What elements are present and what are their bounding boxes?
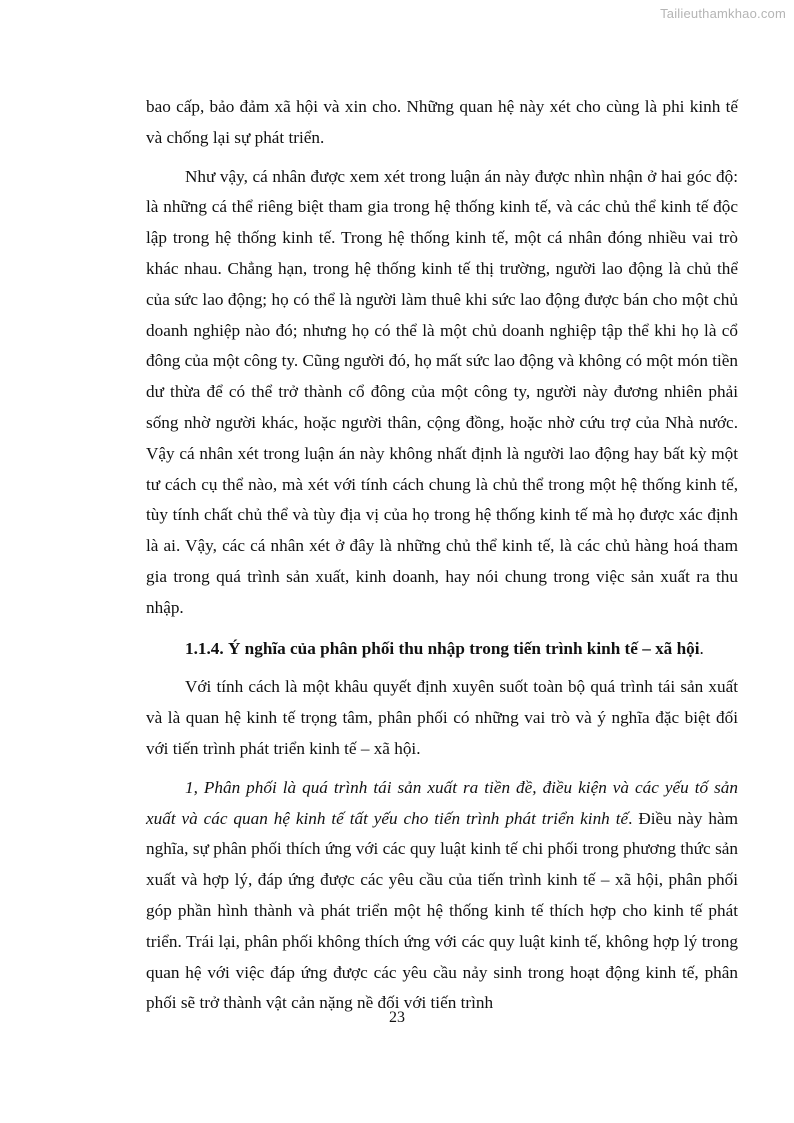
paragraph-1: bao cấp, bảo đảm xã hội và xin cho. Những quan hệ này xét cho cùng là phi kinh tế và chống lại sự phát triển. [146,97,738,147]
paragraph-4 [146,773,738,1019]
document-body [146,92,738,1019]
paragraph-4-italic: 1, Phân phối là quá trình tái sản xuất ra tiền đề, điều kiện và các yếu tố sản xuất và các quan hệ kinh tế tất yếu cho tiến trình phát triển kinh tế [146,777,738,828]
paragraph-2: Như vậy, cá nhân được xem xét trong luận án này được nhìn nhận ở hai góc độ: là những cá thể riêng biệt tham gia trong hệ thống kinh tế, và các chủ thể kinh tế độc lập trong hệ thống kinh tế. Trong hệ thống kinh tế, một cá nhân đóng nhiều vai trò khác nhau. Chẳng hạn, trong hệ thống kinh tế thị trường, người lao động là chủ thể của sức lao động; họ có thể là người làm thuê khi sức lao động được bán cho một chủ doanh nghiệp nào đó; nhưng họ có thể là một chủ doanh nghiệp tập thể khi họ là cổ đông của một công ty. Cũng người đó, họ mất sức lao động và không có một món tiền dư thừa để có thể trở thành cổ đông của một công ty, người này đương nhiên phải sống nhờ người khác, hoặc người thân, cộng đồng, hoặc nhờ cứu trợ của Nhà nước. Vậy cá nhân xét trong luận án này không nhất định là người lao động hay bất kỳ một tư cách cụ thể nào, mà xét với tính cách chung là chủ thể trong một hệ thống kinh tế, tùy tính chất chủ thể và tùy địa vị của họ trong hệ thống kinh tế mà họ được xác định là ai. Vậy, các cá nhân xét ở đây là những chủ thể kinh tế, là các chủ hàng hoá tham gia trong quá trình sản xuất, kinh doanh, hay nói chung trong việc sản xuất ra thu nhập. [146,166,738,617]
section-heading [146,634,738,665]
section-heading-text: 1.1.4. Ý nghĩa của phân phối thu nhập trong tiến trình kinh tế – xã hội [185,638,700,658]
section-heading-period: . [699,638,704,658]
paragraph-4-text: . Điều này hàm nghĩa, sự phân phối thích ứng với các quy luật kinh tế chi phối trong phương thức sản xuất và hợp lý, đáp ứng được các yêu cầu của tiến trình kinh tế – xã hội, phân phối góp phần hình thành và phát triển một hệ thống kinh tế thích hợp cho kinh tế phát triển. Trái lại, phân phối không thích ứng với các quy luật kinh tế, không hợp lý trong quan hệ với việc đáp ứng được các yêu cầu nảy sinh trong hoạt động kinh tế, phân phối sẽ trở thành vật cản nặng nề đối với tiến trình [146,808,738,1013]
paragraph-3: Với tính cách là một khâu quyết định xuyên suốt toàn bộ quá trình tái sản xuất và là quan hệ kinh tế trọng tâm, phân phối có những vai trò và ý nghĩa đặc biệt đối với tiến trình phát triển kinh tế – xã hội. [146,677,738,758]
watermark: Tailieuthamkhao.com [660,6,786,21]
page-number: 23 [389,1009,405,1026]
